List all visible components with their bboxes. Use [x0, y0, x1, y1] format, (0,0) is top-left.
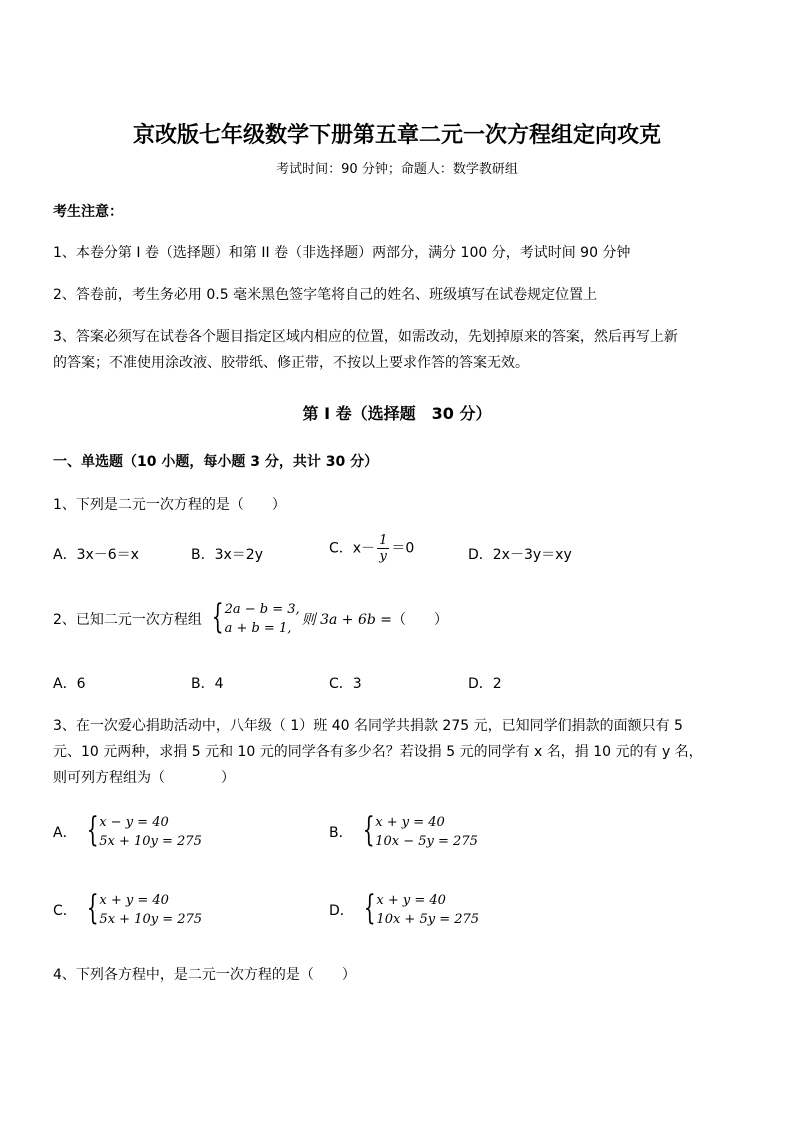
system-lines	[225, 600, 300, 638]
left-brace-icon: {	[362, 810, 375, 850]
question-1-option-b: B．3x＝2y	[191, 547, 263, 563]
left-brace-icon: {	[86, 810, 99, 850]
question-3-option-a	[53, 810, 202, 851]
option-label: C．	[53, 903, 77, 919]
fraction-one-over-y	[377, 533, 389, 564]
left-brace-icon: {	[86, 888, 99, 928]
note-item-3-line-1: 3、答案必须写在试卷各个题目指定区域内相应的位置，如需改动，先划掉原来的答案，然后再写上新	[53, 329, 678, 345]
system-equation-1: x + y = 40	[375, 815, 445, 830]
question-3-line-3: 则可列方程组为（ ）	[53, 770, 235, 786]
answer-blank: （ ）	[392, 612, 449, 628]
option-label: A．	[53, 825, 77, 841]
equation-system	[354, 888, 480, 929]
question-1-option-d: D．2x－3y＝xy	[468, 547, 572, 563]
system-lines	[375, 813, 478, 851]
question-1-option-a: A．3x－6＝x	[53, 547, 139, 563]
fraction-denominator: y	[379, 549, 387, 564]
system-equation-2: 5x + 10y = 275	[99, 912, 203, 927]
equation-system	[77, 888, 203, 929]
question-1-stem: 1、下列是二元一次方程的是（ ）	[53, 497, 286, 513]
system-lines	[376, 891, 479, 929]
left-brace-icon: {	[363, 888, 376, 928]
left-brace-icon: {	[211, 597, 224, 637]
question-3-option-c	[53, 888, 203, 929]
system-equation-2: 10x − 5y = 275	[375, 834, 478, 849]
question-2-option-a: A．6	[53, 676, 86, 692]
notes-heading: 考生注意：	[53, 204, 123, 220]
option-label: D．	[329, 903, 354, 919]
option-c-suffix: ＝0	[391, 540, 415, 557]
question-2-prefix: 2、已知二元一次方程组	[53, 612, 202, 628]
system-equation-1: x + y = 40	[99, 893, 169, 908]
equation-system	[353, 810, 478, 851]
question-2-option-b: B．4	[191, 676, 224, 692]
page-title: 京改版七年级数学下册第五章二元一次方程组定向攻克	[132, 123, 661, 148]
equation-system	[202, 597, 300, 638]
system-equation-1: 2a − b = 3,	[224, 602, 300, 617]
question-2-option-d: D．2	[468, 676, 502, 692]
system-equation-1: x + y = 40	[376, 893, 446, 908]
system-equation-1: x − y = 40	[99, 815, 169, 830]
note-item-3-line-2: 的答案；不准使用涂改液、胶带纸、修正带，不按以上要求作答的答案无效。	[53, 355, 529, 371]
system-equation-2: 5x + 10y = 275	[99, 834, 202, 849]
system-equation-2: 10x + 5y = 275	[376, 912, 480, 927]
question-3-line-2: 元、10 元两种，求捐 5 元和 10 元的同学各有多少名？若设捐 5 元的同学有 x 名，捐 10 元的有 y 名，	[53, 744, 703, 760]
section-heading: 一、单选题（10 小题，每小题 3 分，共计 30 分）	[53, 454, 379, 470]
note-item-2: 2、答卷前，考生务必用 0.5 毫米黑色签字笔将自己的姓名、班级填写在试卷规定位置上	[53, 287, 598, 303]
note-item-1: 1、本卷分第 I 卷（选择题）和第 II 卷（非选择题）两部分，满分 100 分，考试时间 90 分钟	[53, 245, 631, 261]
option-c-prefix: C．x－	[329, 540, 376, 557]
question-3-option-d	[329, 888, 480, 929]
question-3-option-b	[329, 810, 478, 851]
system-lines	[99, 813, 202, 851]
system-lines	[99, 891, 202, 929]
equation-system	[77, 810, 202, 851]
question-2-stem	[53, 597, 449, 638]
option-label: B．	[329, 825, 353, 841]
fraction-numerator: 1	[379, 533, 388, 548]
question-4-stem: 4、下列各方程中，是二元一次方程的是（ ）	[53, 967, 356, 983]
part-1-heading: 第 I 卷（选择题 30 分）	[302, 404, 492, 423]
question-3-line-1: 3、在一次爱心捐助活动中，八年级（ 1）班 40 名同学共捐款 275 元，已知同学们捐款的面额只有 5	[53, 718, 683, 734]
question-1-option-c	[329, 533, 414, 564]
question-2-option-c: C．3	[329, 676, 362, 692]
question-2-expression: 则 3a + 6b =	[301, 612, 393, 628]
system-equation-2: a + b = 1,	[224, 621, 292, 636]
exam-info: 考试时间：90 分钟；命题人：数学教研组	[276, 162, 518, 177]
